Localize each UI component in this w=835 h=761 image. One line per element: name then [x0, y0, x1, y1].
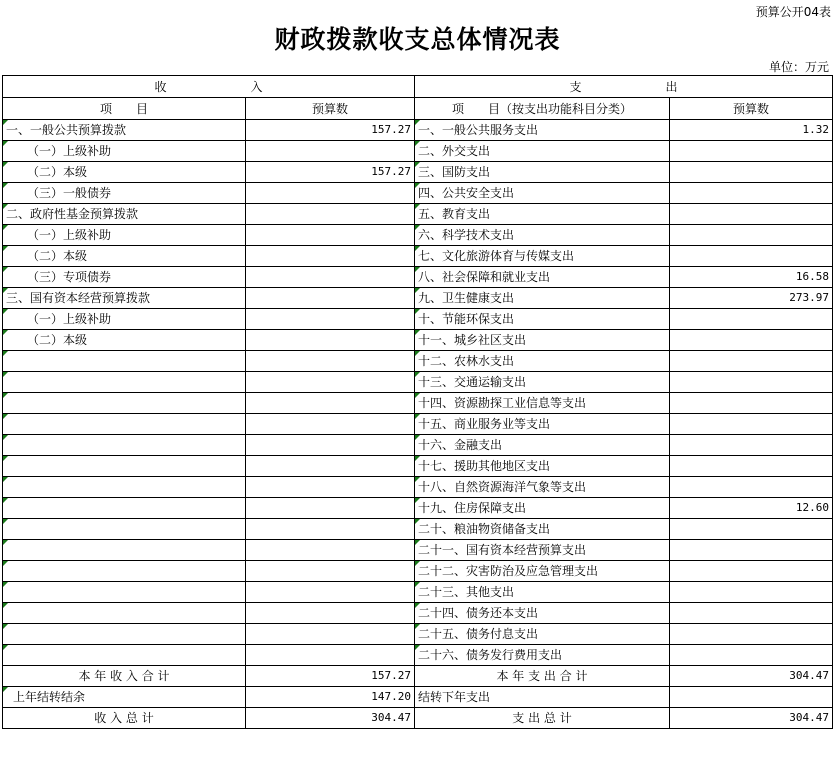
income-value-cell [246, 246, 415, 267]
year-income-label: 本 年 收 入 合 计 [3, 666, 246, 687]
table-row [3, 225, 833, 246]
table-row [3, 120, 833, 141]
expense-item-cell: 二十一、国有资本经营预算支出 [415, 540, 670, 561]
expense-item-cell: 二十三、其他支出 [415, 582, 670, 603]
table-row [3, 393, 833, 414]
table-row [3, 498, 833, 519]
income-item-cell [3, 435, 246, 456]
income-value-cell [246, 393, 415, 414]
income-value-cell: 157.27 [246, 120, 415, 141]
carry-out-label: 结转下年支出 [415, 687, 670, 708]
table-row [3, 162, 833, 183]
income-item-cell: （二）本级 [3, 246, 246, 267]
income-value-cell [246, 330, 415, 351]
income-item-cell: （一）上级补助 [3, 141, 246, 162]
page-title: 财政拨款收支总体情况表 [274, 25, 561, 54]
income-value-cell [246, 645, 415, 666]
expense-item-cell: 十九、住房保障支出 [415, 498, 670, 519]
expense-item-cell: 二、外交支出 [415, 141, 670, 162]
table-row [3, 477, 833, 498]
expense-item-cell: 十六、金融支出 [415, 435, 670, 456]
expense-item-cell: 十八、自然资源海洋气象等支出 [415, 477, 670, 498]
expense-value-cell [670, 372, 833, 393]
income-value-cell [246, 372, 415, 393]
income-item-cell [3, 603, 246, 624]
income-item-cell: （二）本级 [3, 330, 246, 351]
expense-value-cell: 16.58 [670, 267, 833, 288]
year-expense-value: 304.47 [670, 666, 833, 687]
year-expense-label: 本 年 支 出 合 计 [415, 666, 670, 687]
expense-value-cell: 1.32 [670, 120, 833, 141]
table-row [3, 624, 833, 645]
expense-value-cell [670, 456, 833, 477]
expense-value-cell [670, 309, 833, 330]
income-item-cell: 二、政府性基金预算拨款 [3, 204, 246, 225]
column-header-row [3, 98, 833, 120]
carry-in-label: 上年结转结余 [3, 687, 246, 708]
expense-value-cell [670, 246, 833, 267]
income-value-cell [246, 309, 415, 330]
table-row [3, 645, 833, 666]
income-value-cell [246, 477, 415, 498]
income-item-cell: （三）专项债券 [3, 267, 246, 288]
expense-value-cell [670, 477, 833, 498]
expense-value-cell [670, 414, 833, 435]
income-item-cell: 一、一般公共预算拨款 [3, 120, 246, 141]
table-row [3, 603, 833, 624]
expense-item-cell: 十五、商业服务业等支出 [415, 414, 670, 435]
expense-item-cell: 三、国防支出 [415, 162, 670, 183]
expense-value-cell [670, 561, 833, 582]
expense-item-cell: 一、一般公共服务支出 [415, 120, 670, 141]
expense-item-cell: 九、卫生健康支出 [415, 288, 670, 309]
income-item-cell [3, 351, 246, 372]
expense-item-cell: 六、科学技术支出 [415, 225, 670, 246]
income-item-cell [3, 624, 246, 645]
income-section-header: 收 入 [3, 76, 415, 98]
income-item-cell [3, 519, 246, 540]
income-item-cell [3, 582, 246, 603]
carry-out-value [670, 687, 833, 708]
table-row [3, 456, 833, 477]
year-total-row [3, 666, 833, 687]
income-value-cell [246, 498, 415, 519]
table-row [3, 246, 833, 267]
expense-item-cell: 二十二、灾害防治及应急管理支出 [415, 561, 670, 582]
income-total-value: 304.47 [246, 708, 415, 729]
table-row [3, 519, 833, 540]
income-value-cell [246, 582, 415, 603]
expense-item-cell: 十三、交通运输支出 [415, 372, 670, 393]
expense-item-cell: 五、教育支出 [415, 204, 670, 225]
income-item-cell [3, 393, 246, 414]
expense-value-cell [670, 519, 833, 540]
expense-item-cell: 十七、援助其他地区支出 [415, 456, 670, 477]
table-row [3, 414, 833, 435]
expense-value-cell [670, 183, 833, 204]
form-number: 预算公开04表 [755, 5, 831, 19]
expense-item-cell: 十二、农林水支出 [415, 351, 670, 372]
expense-item-cell: 四、公共安全支出 [415, 183, 670, 204]
income-value-cell [246, 561, 415, 582]
expense-value-cell: 273.97 [670, 288, 833, 309]
table-row [3, 288, 833, 309]
income-item-cell [3, 414, 246, 435]
expense-value-cell [670, 351, 833, 372]
table-row [3, 540, 833, 561]
income-value-cell [246, 204, 415, 225]
expense-item-cell: 十、节能环保支出 [415, 309, 670, 330]
carry-row [3, 687, 833, 708]
expense-budget-header: 预算数 [670, 98, 833, 120]
income-item-cell: （一）上级补助 [3, 225, 246, 246]
unit-label: 单位：万元 [768, 60, 829, 74]
budget-table [2, 75, 833, 729]
table-row [3, 309, 833, 330]
expense-value-cell [670, 624, 833, 645]
expense-value-cell [670, 225, 833, 246]
income-item-cell [3, 372, 246, 393]
table-row [3, 183, 833, 204]
table-row [3, 204, 833, 225]
expense-value-cell [670, 435, 833, 456]
expense-value-cell [670, 141, 833, 162]
income-value-cell [246, 351, 415, 372]
income-value-cell [246, 456, 415, 477]
income-value-cell [246, 183, 415, 204]
carry-in-value: 147.20 [246, 687, 415, 708]
expense-value-cell [670, 645, 833, 666]
table-row [3, 561, 833, 582]
table-row [3, 141, 833, 162]
section-header-row [3, 76, 833, 98]
income-item-cell [3, 498, 246, 519]
income-value-cell [246, 435, 415, 456]
expense-value-cell [670, 393, 833, 414]
table-row [3, 351, 833, 372]
expense-item-cell: 二十五、债务付息支出 [415, 624, 670, 645]
expense-value-cell [670, 540, 833, 561]
expense-total-label: 支 出 总 计 [415, 708, 670, 729]
expense-item-header: 项 目（按支出功能科目分类） [415, 98, 670, 120]
income-value-cell [246, 225, 415, 246]
expense-item-cell: 二十、粮油物资储备支出 [415, 519, 670, 540]
expense-value-cell [670, 204, 833, 225]
income-value-cell [246, 540, 415, 561]
income-value-cell [246, 603, 415, 624]
expense-section-header: 支 出 [415, 76, 833, 98]
expense-value-cell [670, 582, 833, 603]
expense-total-value: 304.47 [670, 708, 833, 729]
grand-total-row [3, 708, 833, 729]
income-item-cell [3, 477, 246, 498]
income-item-cell [3, 561, 246, 582]
income-total-label: 收 入 总 计 [3, 708, 246, 729]
income-item-cell: 三、国有资本经营预算拨款 [3, 288, 246, 309]
income-value-cell [246, 267, 415, 288]
income-value-cell [246, 519, 415, 540]
income-value-cell [246, 624, 415, 645]
expense-item-cell: 二十六、债务发行费用支出 [415, 645, 670, 666]
expense-item-cell: 八、社会保障和就业支出 [415, 267, 670, 288]
expense-value-cell [670, 603, 833, 624]
income-item-header: 项 目 [3, 98, 246, 120]
expense-item-cell: 十一、城乡社区支出 [415, 330, 670, 351]
income-item-cell: （一）上级补助 [3, 309, 246, 330]
income-budget-header: 预算数 [246, 98, 415, 120]
year-income-value: 157.27 [246, 666, 415, 687]
income-value-cell [246, 414, 415, 435]
table-row [3, 582, 833, 603]
income-value-cell: 157.27 [246, 162, 415, 183]
expense-value-cell: 12.60 [670, 498, 833, 519]
income-item-cell [3, 456, 246, 477]
income-item-cell: （二）本级 [3, 162, 246, 183]
expense-item-cell: 七、文化旅游体育与传媒支出 [415, 246, 670, 267]
table-row [3, 435, 833, 456]
income-value-cell [246, 141, 415, 162]
expense-value-cell [670, 162, 833, 183]
income-item-cell [3, 540, 246, 561]
income-value-cell [246, 288, 415, 309]
income-item-cell [3, 645, 246, 666]
expense-item-cell: 十四、资源勘探工业信息等支出 [415, 393, 670, 414]
income-item-cell: （三）一般债券 [3, 183, 246, 204]
table-row [3, 267, 833, 288]
table-row [3, 372, 833, 393]
expense-item-cell: 二十四、债务还本支出 [415, 603, 670, 624]
table-row [3, 330, 833, 351]
expense-value-cell [670, 330, 833, 351]
